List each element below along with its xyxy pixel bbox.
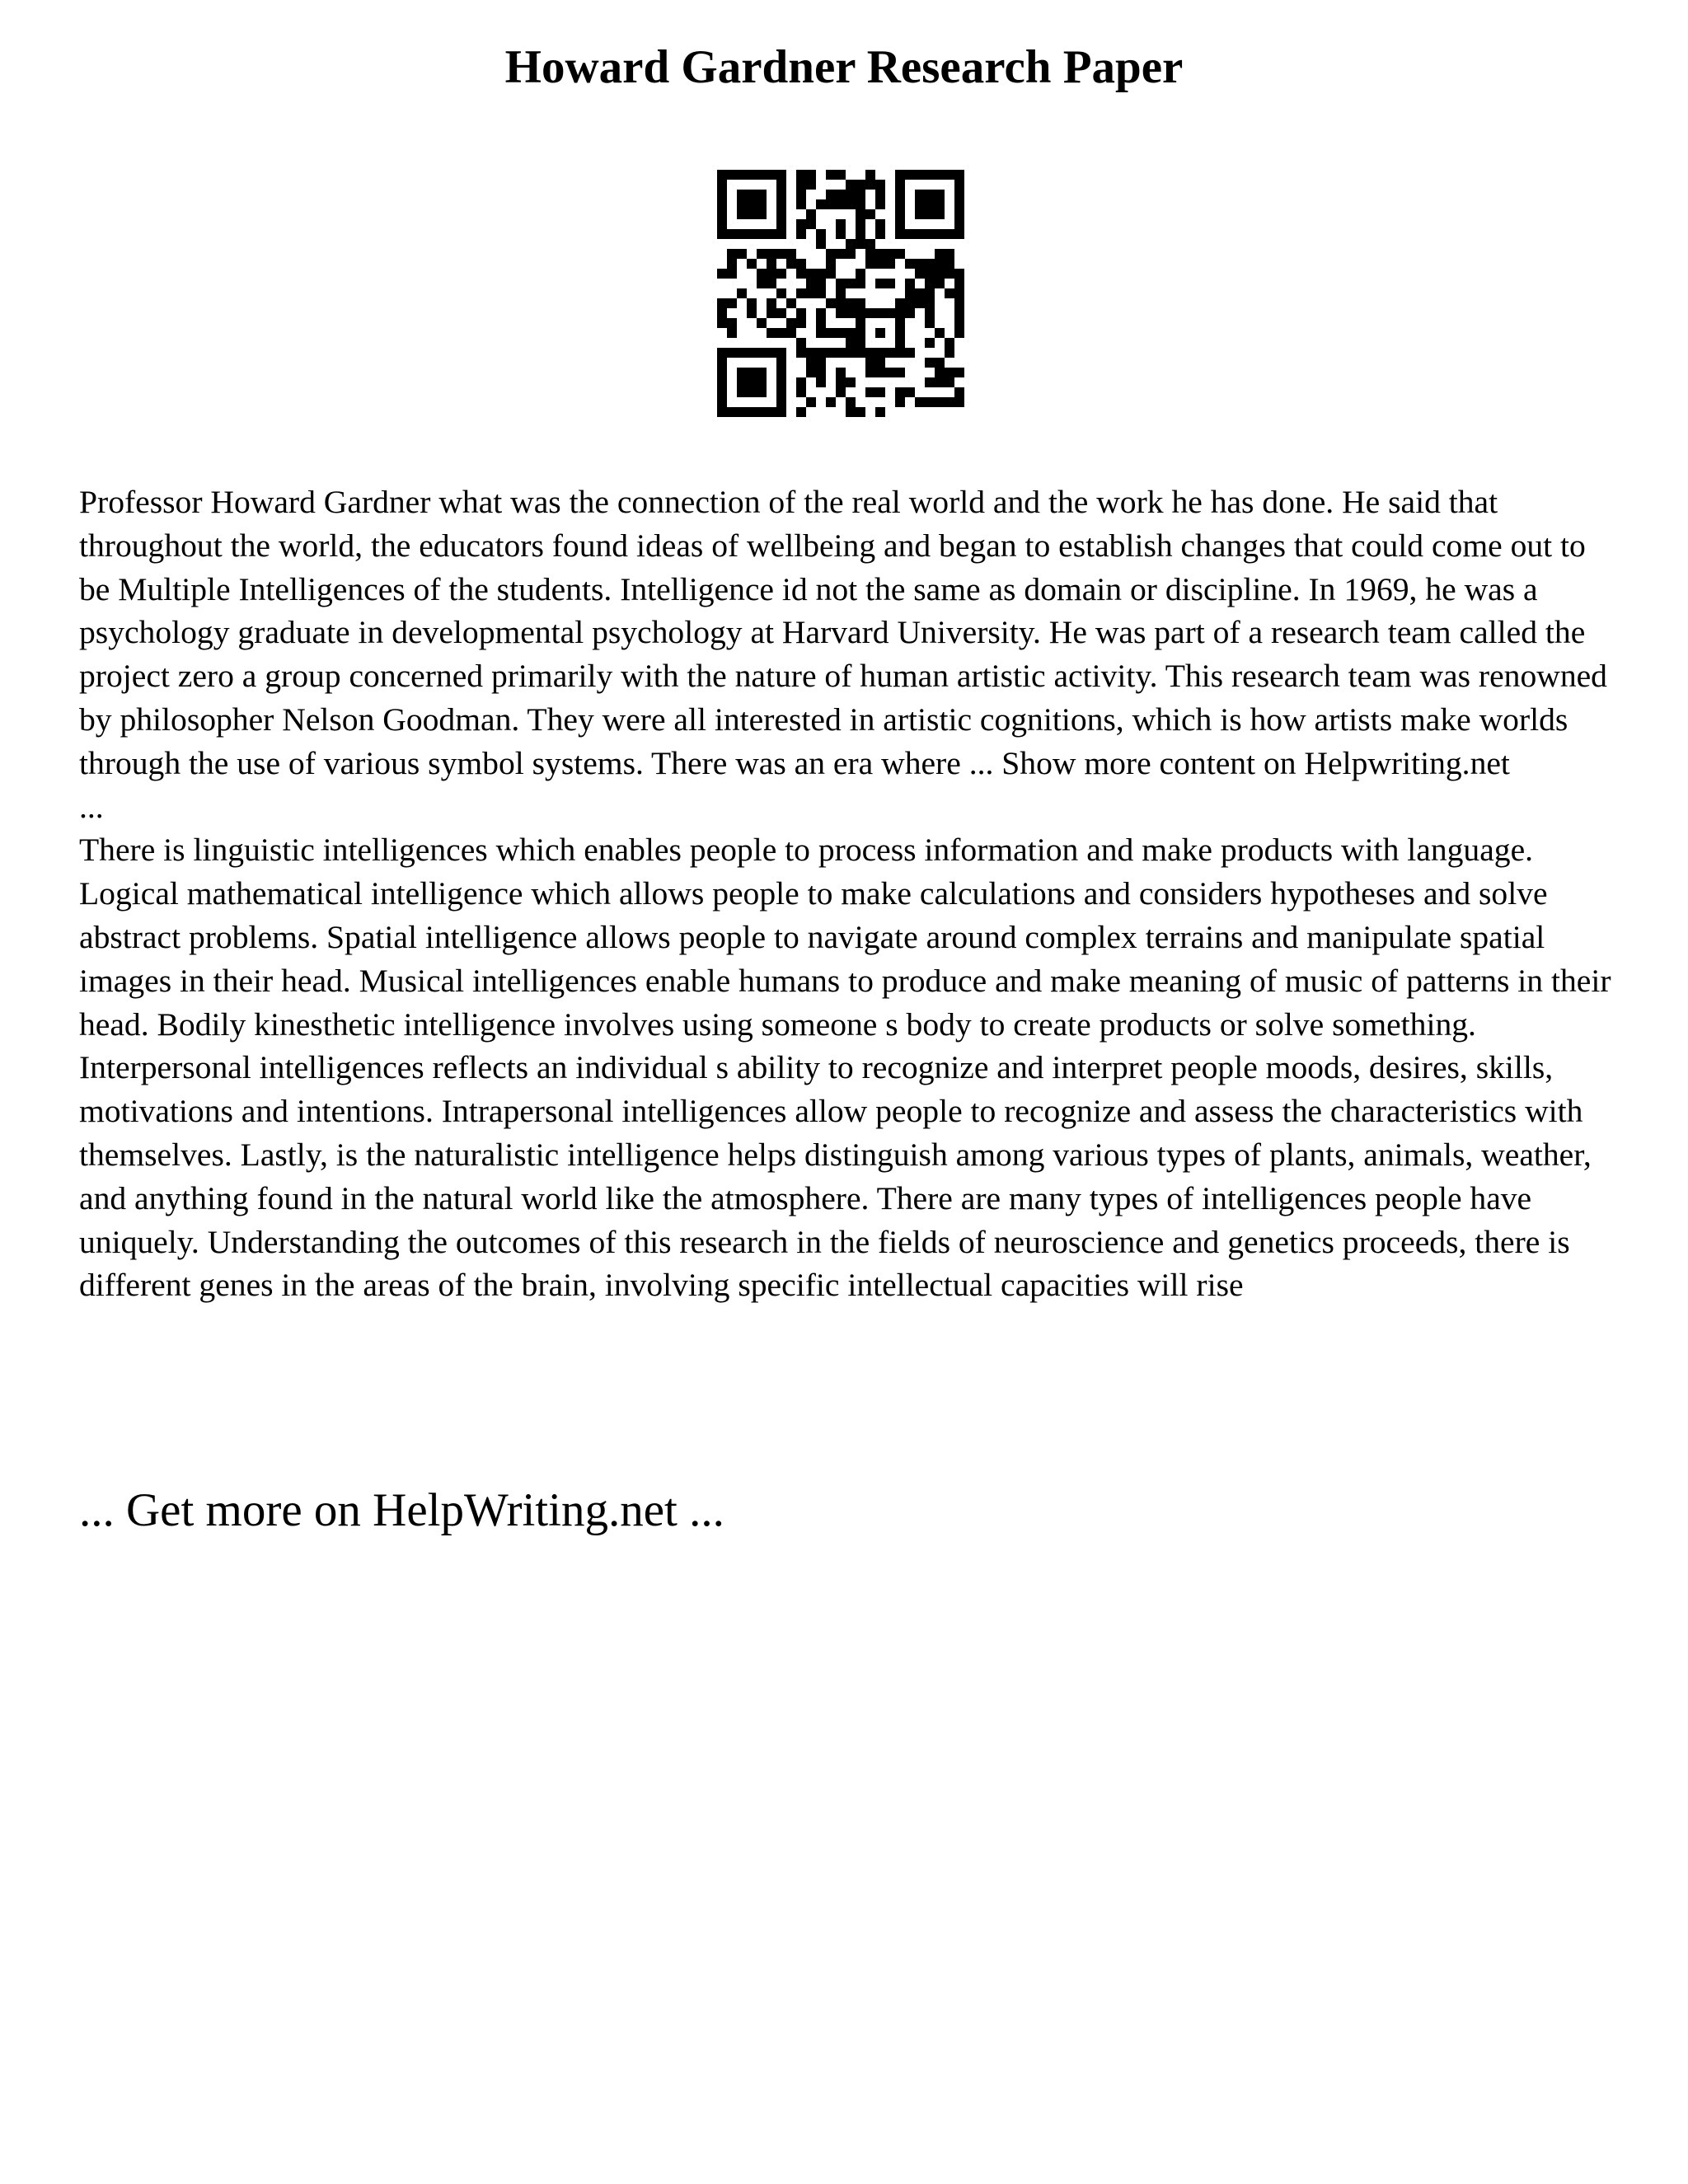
paragraph-intelligences: There is linguistic intelligences which enables people to process information and make products with language. Logical mathematical intelligence which allows people to make calculations and considers hypotheses and solve abstract problems. Spatial intelligence allows people to navigate around complex terrains and manipulate spatial images in their head. Musical intelligences enable humans to produce and make meaning of music of patterns in their head. Bodily kinesthetic intelligence involves using someone s body to create products or solve something. Interpersonal intelligences reflects an individual s ability to recognize and interpret people moods, desires, skills, motivations and intentions. Intrapersonal intelligences allow people to recognize and assess the characteristics with themselves. Lastly, is the naturalistic intelligence helps distinguish among various types of plants, animals, weather, and anything found in the natural world like the atmosphere. There are many types of intelligences people have uniquely. Understanding the outcomes of this research in the fields of neuroscience and genetics proceeds, there is different genes in the areas of the brain, involving specific intellectual capacities will rise — [79, 832, 1611, 1304]
paragraph-intro: Professor Howard Gardner what was the connection of the real world and the work he has done. He said that throughout the world, the educators found ideas of wellbeing and began to establish changes that could come out to be Multiple Intelligences of the students. Intelligence id not the same as domain or discipline. In 1969, he was a psychology graduate in developmental psychology at Harvard University. He was part of a research team called the project zero a group concerned primarily with the nature of human artistic activity. This research team was renowned by philosopher Nelson Goodman. They were all interested in artistic cognitions, which is how artists make worlds through the use of various symbol systems. There was an era where ... Show more content on Helpwriting.net — [79, 484, 1607, 781]
qr-code-icon[interactable] — [717, 170, 964, 417]
get-more-link[interactable]: ... Get more on HelpWriting.net ... — [79, 1484, 724, 1536]
page-title: Howard Gardner Research Paper — [504, 41, 1184, 93]
document-body — [79, 480, 1612, 1307]
paragraph-ellipsis: ... — [79, 788, 104, 825]
qr-code-graphic — [717, 170, 964, 417]
